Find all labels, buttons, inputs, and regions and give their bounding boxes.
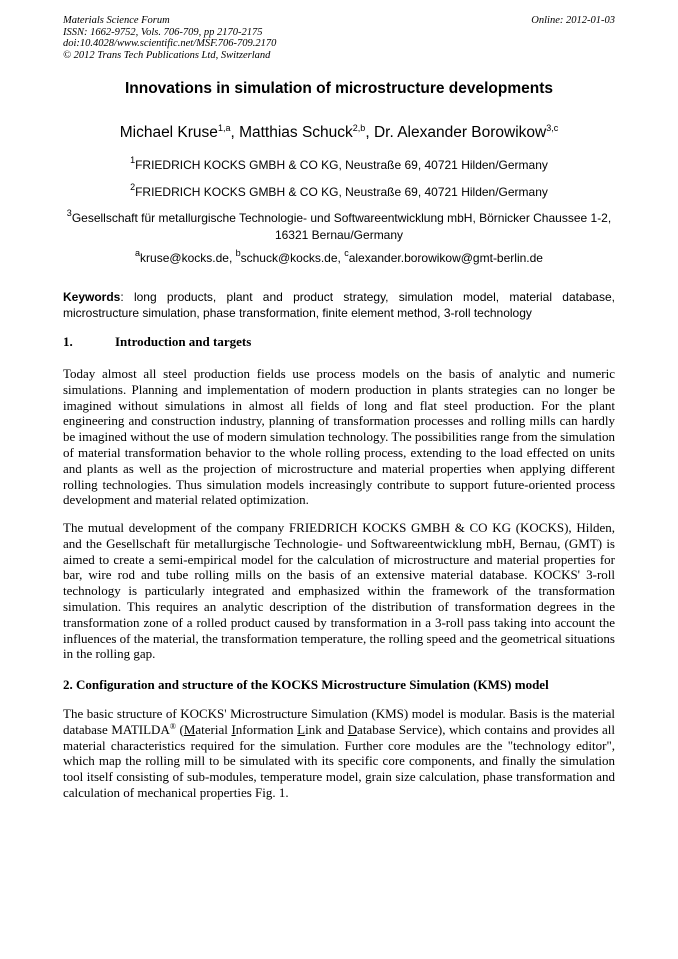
journal-header — [63, 15, 276, 61]
email-link[interactable]: alexander.borowikow@gmt-berlin.de — [348, 251, 543, 265]
affiliation-2: $^2$FRIEDRICH KOCKS GMBH & CO KG, Neustraße 69, 40721 Hilden/Germany — [130, 182, 548, 199]
affiliation-3: $^3$Gesellschaft für metallurgische Technologie- und Softwareentwicklung mbH, Börnicker Chaussee 1-2, 16321 Bernau/Germany — [66, 208, 612, 242]
paragraph: Today almost all steel production fields use process models on the basis of analytic and numeric simulations. Planning and implementation of modern production in plants strategies can no longer be imagined without simulations in almost all fields of long and flat steel production. For the plant engineering and construction industry, planning of transformation processes and rolling mills can hardly be imagined without the use of modern simulation technology. The possibilities range from the simulation of material transformation behavior to the whole rolling process, extending to the load effected on units and plants as well as the projection of microstructure and material properties when applying different rolling technologies. Thus simulation models increasingly contribute to support future-oriented process development and material related optimization. — [63, 366, 615, 508]
issn-line: ISSN: 1662-9752, Vols. 706-709, pp 2170-2175 — [63, 26, 263, 38]
paper-title: Innovations in simulation of microstructure developments — [124, 80, 554, 97]
email-link[interactable]: schuck@kocks.de — [240, 251, 338, 265]
email-list: $^a$kruse@kocks.de, $^b$schuck@kocks.de, $^c$alexander.borowikow@gmt-berlin.de — [135, 248, 543, 265]
section-title: Introduction and targets — [115, 334, 252, 349]
author-superscript: 3,c — [546, 123, 559, 133]
author-list: Michael Kruse$^{1,a}$, Matthias Schuck$^{2,b}$, Dr. Alexander Borowikow$^{3,c}$ — [119, 123, 559, 141]
copyright-line: © 2012 Trans Tech Publications Ltd, Switzerland — [63, 49, 271, 61]
section-1-heading — [63, 334, 615, 350]
author-name: Michael Kruse — [119, 124, 218, 141]
author-superscript: 2,b — [352, 123, 366, 133]
keywords-label: Keywords — [63, 290, 121, 304]
affiliation-1: $^1$FRIEDRICH KOCKS GMBH & CO KG, Neustraße 69, 40721 Hilden/Germany — [130, 155, 548, 172]
online-date: Online: 2012-01-03 — [531, 15, 615, 26]
section-number: 1. — [63, 334, 73, 349]
paragraph: The mutual development of the company FRIEDRICH KOCKS GMBH & CO KG (KOCKS), Hilden, and the Gesellschaft für metallurgische Technologie- und Softwareentwicklung mbH, Bernau, (GMT) is aimed to create a semi-empirical model for the calculation of microstructure and material properties for bar, wire rod and tube rolling mills on the basis of an extensive material database. KOCKS' 3-roll technology is particularly integrated and emphasized within the framework of the transformation simulation. This requires an analytic description of the distribution of transformation degrees in the transformation zone of a rolled product caused by transformation in a 3-roll pass taking into account the influences of the material, the transformation temperature, the rolling speed and the geometrical situations in the rolling gap. — [63, 520, 615, 662]
author-name: Dr. Alexander Borowikow — [373, 124, 547, 141]
paragraph: The basic structure of KOCKS' Microstructure Simulation (KMS) model is modular. Basis is the material database MATILDA® (Material Information Link and Database Service), which contains and provides all material characteristics required for the simulation. Further core modules are the "technology editor", which map the rolling mill to be simulated with its specific core components, and finally the simulation tool itself consisting of sub-modules, temperature model, grain size calculation, phase transformation and calculation of mechanical properties Fig. 1. — [63, 706, 615, 800]
doi-line: doi:10.4028/www.scientific.net/MSF.706-709.2170 — [63, 38, 277, 49]
author-name: Matthias Schuck — [239, 124, 353, 141]
author-superscript: 1,a — [217, 123, 231, 133]
email-link[interactable]: kruse@kocks.de — [140, 251, 229, 265]
keywords-text: : long products, plant and product strategy, simulation model, material database, microstructure simulation, phase transformation, finite element method, 3-roll technology — [63, 290, 615, 320]
keywords — [63, 290, 615, 321]
journal-name: Materials Science Forum — [63, 15, 170, 26]
section-2-heading: 2. Configuration and structure of the KOCKS Microstructure Simulation (KMS) model — [63, 677, 549, 692]
